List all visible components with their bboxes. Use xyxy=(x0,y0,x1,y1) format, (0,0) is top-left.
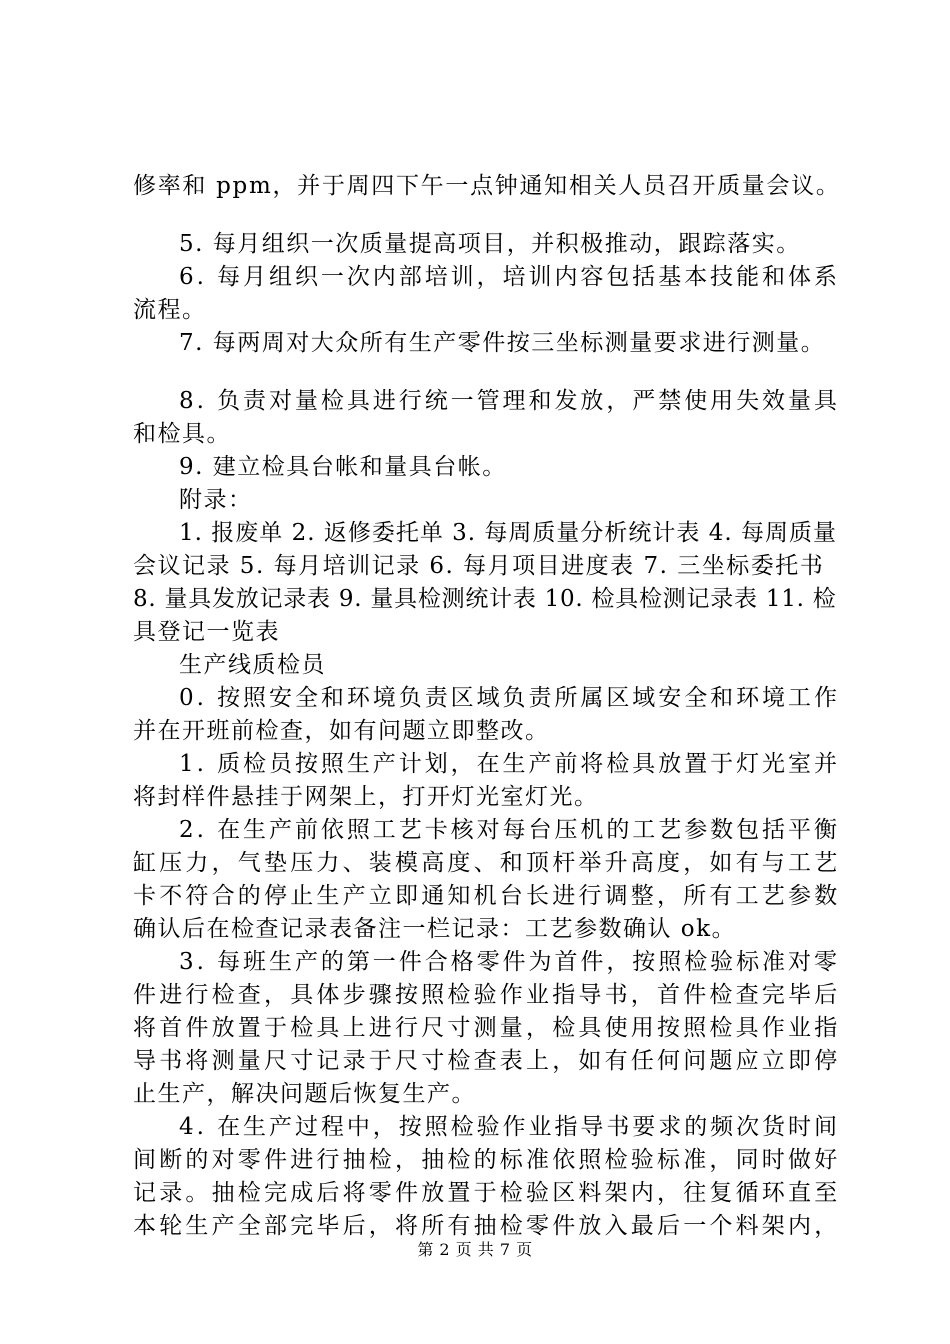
text-line: 间断的对零件进行抽检，抽检的标准依照检验标准，同时做好 xyxy=(133,1147,841,1173)
text-line: 并在开班前检查，如有问题立即整改。 xyxy=(133,718,550,744)
text-line: 将封样件悬挂于网架上，打开灯光室灯光。 xyxy=(133,784,599,810)
text-line: 2. 在生产前依照工艺卡核对每台压机的工艺参数包括平衡 xyxy=(179,817,840,843)
document-body xyxy=(133,170,843,1243)
text-line: 修率和 ppm，并于周四下午一点钟通知相关人员召开质量会议。 xyxy=(133,173,841,199)
text-line: 0. 按照安全和环境负责区域负责所属区域安全和环境工作 xyxy=(179,685,840,711)
text-line: 附录： xyxy=(179,487,253,513)
text-line: 8. 负责对量检具进行统一管理和发放，严禁使用失效量具 xyxy=(179,388,840,414)
page-number-footer: 第 2 页 共 7 页 xyxy=(417,1240,533,1259)
section-heading: 生产线质检员 xyxy=(179,652,326,678)
text-line: 8. 量具发放记录表 9. 量具检测统计表 10. 检具检测记录表 11. 检 xyxy=(133,586,837,612)
text-line: 确认后在检查记录表备注一栏记录：工艺参数确认 ok。 xyxy=(133,916,737,942)
text-line: 6. 每月组织一次内部培训，培训内容包括基本技能和体系 xyxy=(179,264,840,290)
text-line: 会议记录 5. 每月培训记录 6. 每月项目进度表 7. 三坐标委托书 xyxy=(133,553,825,579)
text-line: 导书将测量尺寸记录于尺寸检查表上，如有任何问题应立即停 xyxy=(133,1048,841,1074)
text-line: 缸压力，气垫压力、装模高度、和顶杆举升高度，如有与工艺 xyxy=(133,850,841,876)
text-line: 7. 每两周对大众所有生产零件按三坐标测量要求进行测量。 xyxy=(179,330,826,356)
text-line: 3. 每班生产的第一件合格零件为首件，按照检验标准对零 xyxy=(179,949,840,975)
text-line: 4. 在生产过程中，按照检验作业指导书要求的频次货时间 xyxy=(179,1114,840,1140)
text-line: 具登记一览表 xyxy=(133,619,280,645)
text-line: 5. 每月组织一次质量提高项目，并积极推动，跟踪落实。 xyxy=(179,231,801,257)
text-line: 流程。 xyxy=(133,297,207,323)
text-line: 1. 报废单 2. 返修委托单 3. 每周质量分析统计表 4. 每周质量 xyxy=(179,520,837,546)
text-line: 卡不符合的停止生产立即通知机台长进行调整，所有工艺参数 xyxy=(133,883,841,909)
text-line: 1. 质检员按照生产计划，在生产前将检具放置于灯光室并 xyxy=(179,751,840,777)
text-line: 9. 建立检具台帐和量具台帐。 xyxy=(179,454,507,480)
text-line: 件进行检查，具体步骤按照检验作业指导书，首件检查完毕后 xyxy=(133,982,841,1008)
text-line: 记录。抽检完成后将零件放置于检验区料架内，往复循环直至 xyxy=(133,1180,841,1206)
text-line: 止生产，解决问题后恢复生产。 xyxy=(133,1081,476,1107)
paragraph-gap xyxy=(133,203,843,228)
paragraph-gap xyxy=(133,360,843,385)
text-line: 和检具。 xyxy=(133,421,231,447)
text-line: 本轮生产全部完毕后，将所有抽检零件放入最后一个料架内， xyxy=(133,1213,841,1239)
text-line: 将首件放置于检具上进行尺寸测量，检具使用按照检具作业指 xyxy=(133,1015,841,1041)
